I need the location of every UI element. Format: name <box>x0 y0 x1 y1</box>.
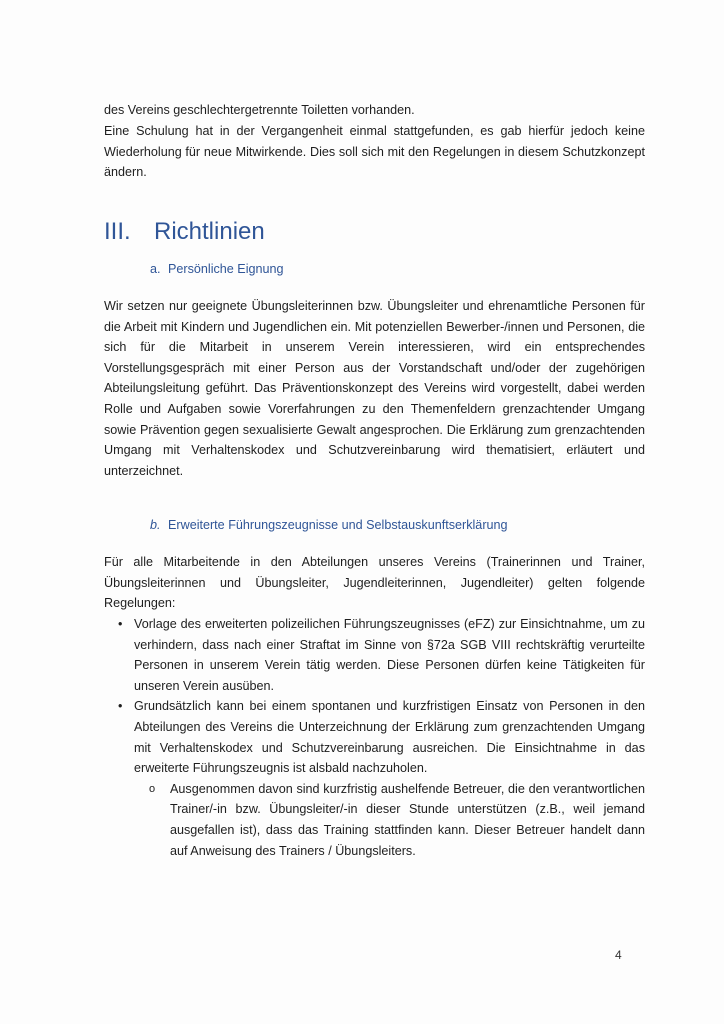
subsection-a-heading <box>150 262 284 276</box>
page-number: 4 <box>615 948 622 962</box>
subsection-a-paragraph: Wir setzen nur geeignete Übungsleiterinnen bzw. Übungsleiter und ehrenamtliche Personen für die Arbeit mit Kindern und Jugendlichen ein. Mit potenziellen Bewerber-/innen und Personen, die sich für die Mitarbeit in unserem Verein interessieren, wird ein entsprechendes Vorstellungsgespräch mit einer Person aus der Vorstandschaft und/oder der zugehörigen Abteilungsleitung geführt. Das Präventionskonzept des Vereins wird vorgestellt, dabei werden Rolle und Aufgaben sowie Vorerfahrungen zu den Themenfeldern grenzachtender Umgang sowie Prävention gegen sexualisierte Gewalt angesprochen. Die Erklärung zum grenzachtenden Umgang mit Verhaltenskodex und Schutzvereinbarung wird thematisiert, erläutert und unterzeichnet. <box>104 299 645 478</box>
subsection-b-number: b. <box>150 518 161 532</box>
sub-list-item-text: Ausgenommen davon sind kurzfristig aushelfende Betreuer, die den verantwortlichen Trainer/-in bzw. Übungsleiter/-in dieser Stunde unterstützen (z.B., weil jemand ausgefallen ist), dass das Training stattfinden kann. Dieser Betreuer handelt dann auf Anweisung des Trainers / Übungsleiters. <box>170 781 645 858</box>
subsection-b-paragraph: Für alle Mitarbeitende in den Abteilungen unseres Vereins (Trainerinnen und Trainer, Übungsleiterinnen und Übungsleiter, Jugendleiterinnen, Jugendleiter) gelten folgende Regelungen: <box>104 555 645 611</box>
intro-paragraph: Eine Schulung hat in der Vergangenheit einmal stattgefunden, es gab hierfür jedoch keine Wiederholung für neue Mitwirkende. Dies soll sich mit den Regelungen in diesem Schutzkonzept ändern. <box>104 124 645 180</box>
section-title: Richtlinien <box>154 218 265 245</box>
sub-list-item <box>146 779 645 861</box>
list-item <box>104 696 645 861</box>
section-number: III. <box>104 218 131 245</box>
list-item-text: Grundsätzlich kann bei einem spontanen und kurzfristigen Einsatz von Personen in den Abteilungen des Vereins die Unterzeichnung der Erklärung zum grenzachtenden Umgang mit Verhaltenskodex und Schutzvereinbarung ausreichen. Die Einsichtnahme in das erweiterte Führungszeugnis ist alsbald nachzuholen. <box>134 699 645 776</box>
subsection-b-heading <box>150 518 508 532</box>
bullet-icon: • <box>118 699 123 714</box>
bullet-icon: • <box>118 617 123 631</box>
section-heading <box>104 218 265 246</box>
rules-list <box>104 614 645 861</box>
subsection-a-title: Persönliche Eignung <box>168 262 284 276</box>
list-item <box>104 614 645 696</box>
intro-line: des Vereins geschlechtergetrennte Toiletten vorhanden. <box>104 103 415 117</box>
subsection-a-number: a. <box>150 262 161 276</box>
circle-bullet-icon: o <box>149 782 156 795</box>
subsection-b-title: Erweiterte Führungszeugnisse und Selbstauskunftserklärung <box>168 518 508 532</box>
list-item-text: Vorlage des erweiterten polizeilichen Führungszeugnisses (eFZ) zur Einsichtnahme, um zu verhindern, dass nach einer Straftat im Sinne von §72a SGB VIII rechtskräftig verurteilte Personen in unserem Verein tätig werden. Diese Personen dürfen keine Tätigkeiten für unseren Verein ausüben. <box>134 617 645 693</box>
